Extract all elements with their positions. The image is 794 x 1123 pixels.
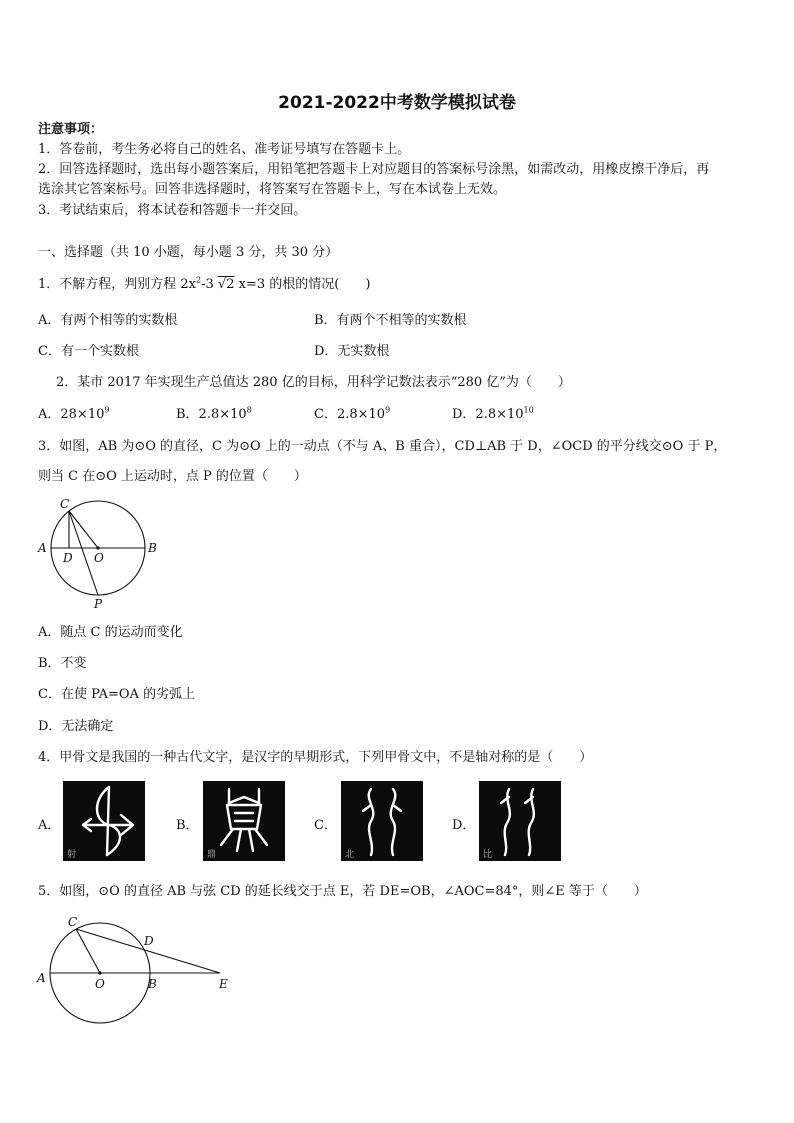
q4-caption-c: 北	[345, 850, 355, 860]
q3-label-a: A	[38, 541, 47, 555]
q5-stem: 5．如图，⊙O 的直径 AB 与弦 CD 的延长线交于点 E，若 DE=OB，∠AOC=84°，则∠E 等于（ ）	[38, 884, 647, 899]
q5-circle-diagram	[34, 912, 238, 1024]
q3-circle-diagram	[36, 494, 166, 612]
q3-label-b: B	[148, 541, 157, 555]
q2-stem: 2．某市 2017 年实现生产总值达 280 亿的目标，用科学记数法表示“280 亿”为（ ）	[56, 375, 571, 390]
q2-option-b[interactable]: B．$2.8\times 10^8$	[176, 405, 252, 422]
q3-label-c: C	[60, 497, 70, 511]
q3-center-point	[96, 546, 99, 549]
q3-option-a[interactable]: A．随点 C 的运动而变化	[38, 625, 183, 640]
q5-label-c: C	[68, 915, 78, 929]
q4-option-a-label[interactable]: A．	[38, 818, 61, 833]
q3-stem-line2: 则当 C 在⊙O 上运动时，点 P 的位置（ ）	[38, 469, 307, 484]
q3-segment-co	[69, 511, 98, 548]
oracle-glyph-she-icon	[63, 781, 145, 861]
q3-stem-line1: 3．如图，AB 为⊙O 的直径，C 为⊙O 上的一动点（不与 A、B 重合），CD⊥AB 于 D，∠OCD 的平分线交⊙O 于 P，	[38, 439, 727, 454]
section-heading: 一、选择题（共 10 小题，每小题 3 分，共 30 分）	[38, 245, 339, 260]
q4-option-d-image[interactable]	[479, 781, 561, 861]
oracle-glyph-bi-icon	[479, 781, 561, 861]
notice-item-2a: 2．回答选择题时，选出每小题答案后，用铅笔把答题卡上对应题目的答案标号涂黑，如需改动，用橡皮擦干净后，再	[38, 162, 710, 177]
q3-option-b[interactable]: B．不变	[38, 656, 87, 671]
q1-option-d[interactable]: D．无实数根	[314, 344, 390, 359]
page-title: 2021-2022中考数学模拟试卷	[278, 93, 516, 113]
q3-option-d[interactable]: D．无法确定	[38, 719, 114, 734]
q5-label-b: B	[148, 977, 157, 991]
q4-option-a-image[interactable]	[63, 781, 145, 861]
notice-item-2b: 选涂其它答案标号。回答非选择题时，将答案写在答题卡上，写在本试卷上无效。	[38, 182, 507, 197]
q1-option-a[interactable]: A．有两个相等的实数根	[38, 313, 178, 328]
q1-option-b[interactable]: B．有两个不相等的实数根	[314, 313, 467, 328]
q4-option-b-image[interactable]	[203, 781, 285, 861]
q3-label-o: O	[94, 551, 104, 565]
q3-label-d: D	[63, 551, 73, 565]
notice-item-3: 3．考试结束后，将本试卷和答题卡一并交回。	[38, 203, 307, 218]
q4-caption-d: 比	[483, 850, 493, 860]
q5-label-d: D	[144, 934, 154, 948]
q2-option-c[interactable]: C．$2.8\times 10^9$	[314, 405, 391, 422]
q2-option-a[interactable]: A．$28\times 10^9$	[38, 405, 110, 422]
q3-label-p: P	[94, 597, 103, 611]
notice-item-1: 1．答卷前，考生务必将自己的姓名、准考证号填写在答题卡上。	[38, 142, 411, 157]
oracle-glyph-ding-icon	[203, 781, 285, 861]
q4-option-b-label[interactable]: B．	[176, 818, 199, 833]
q5-label-a: A	[37, 971, 46, 985]
q5-label-e: E	[219, 977, 228, 991]
q3-option-c[interactable]: C．在使 PA=OA 的劣弧上	[38, 687, 196, 702]
q4-stem: 4．甲骨文是我国的一种古代文字，是汉字的早期形式，下列甲骨文中，不是轴对称的是（ ）	[38, 750, 593, 765]
q4-caption-a: 射	[67, 850, 77, 860]
q2-option-d[interactable]: D．$2.8\times 10^{10}$	[452, 405, 534, 422]
q4-caption-b: 鼎	[207, 850, 217, 860]
q1-stem: 1．不解方程，判别方程 $2x^2-3$ √2 x=3 的根的情况( )	[38, 275, 371, 292]
q4-option-c-image[interactable]	[341, 781, 423, 861]
q5-center-point	[98, 971, 101, 974]
notice-heading: 注意事项：	[38, 122, 104, 137]
oracle-glyph-bei-icon	[341, 781, 423, 861]
q1-option-c[interactable]: C．有一个实数根	[38, 344, 139, 359]
q5-label-o: O	[95, 977, 105, 991]
q4-option-c-label[interactable]: C．	[314, 818, 337, 833]
q4-option-d-label[interactable]: D．	[452, 818, 476, 833]
